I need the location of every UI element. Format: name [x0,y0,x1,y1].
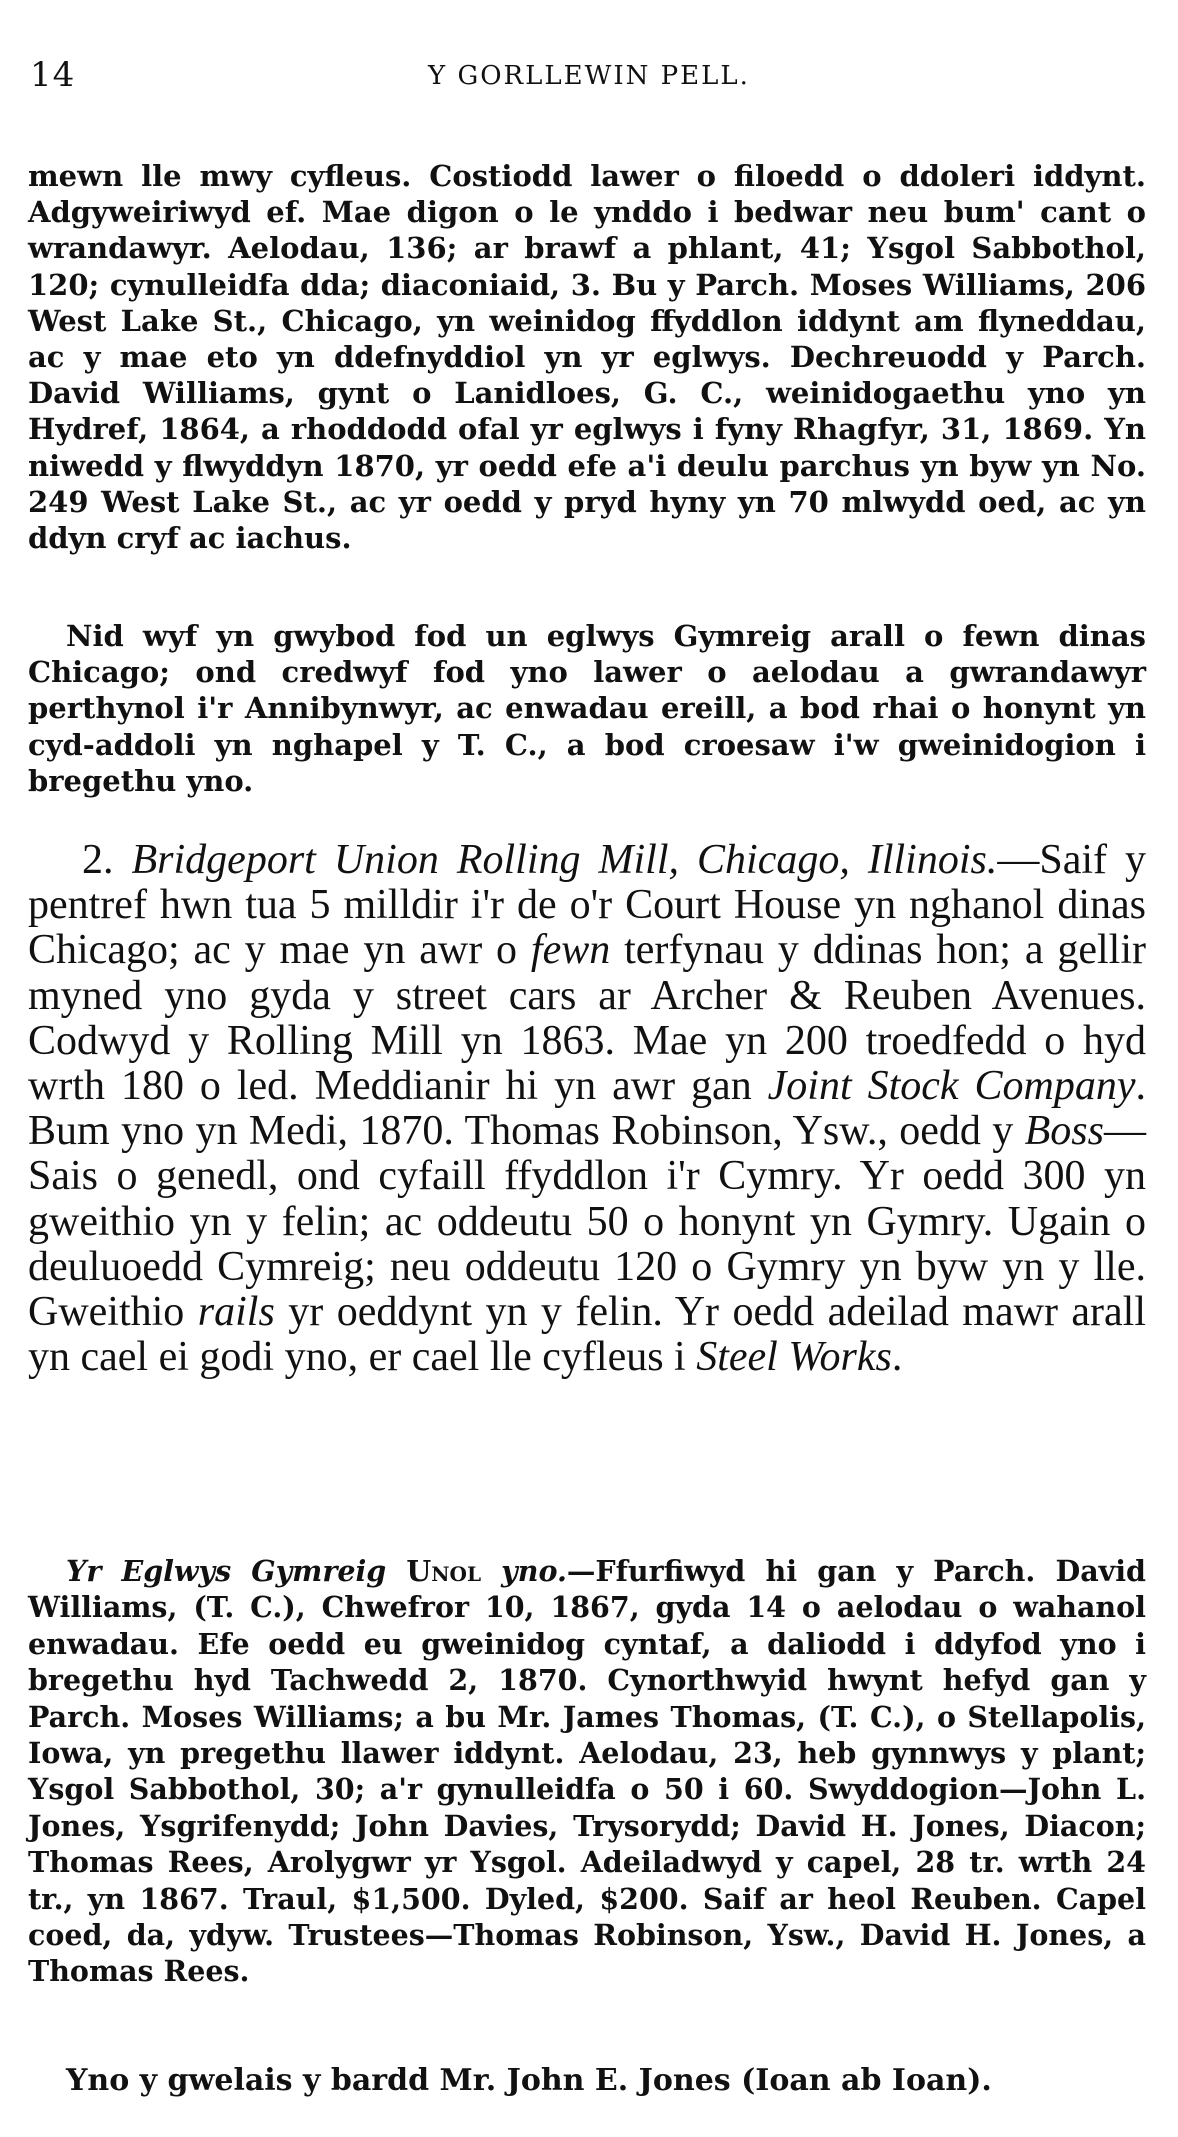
section-bridgeport [28,838,1146,1380]
running-head [28,55,1150,105]
section-paragraph [28,838,1146,1380]
book-page [28,0,1150,2137]
church-paragraph [28,1553,1146,1990]
section-italic-word: rails [197,1289,275,1336]
paragraph-text: mewn lle mwy cyfleus. Costiodd lawer o filoedd o ddoleri iddynt. Adgyweiriwyd ef. Mae digon o le ynddo i bedwar neu bum' cant o wrandawyr. Aelodau, 136; ar brawf a phlant, 41; Ysgol Sabbothol, 120; cynulleidfa dda; diaconiaid, 3. Bu y Parch. Moses Williams, 206 West Lake St., Chicago, yn weinidog ffyddlon iddynt am flyneddau, ac y mae eto yn ddefnyddiol yn yr eglwys. Dechreuodd y Parch. David Williams, gynt o Lanidloes, G. C., weinidogaethu yno yn Hydref, 1864, a rhoddodd ofal yr eglwys i fyny Rhagfyr, 31, 1869. Yn niwedd y flwyddyn 1870, yr oedd efe a'i deulu parchus yn byw yn No. 249 West Lake St., ac yr oedd y pryd hyny yn 70 mlwydd oed, ac yn ddyn cryf ac iachus. [28,159,1146,556]
section-heading [82,837,997,883]
paragraph-text: Nid wyf yn gwybod fod un eglwys Gymreig arall o fewn dinas Chicago; ond credwyf fod yno lawer o aelodau a gwrandawyr perthynol i'r Annibynwyr, ac enwadau ereill, a bod rhai o honynt yn cyd-addoli yn nghapel y T. C., a bod croesaw i'w gweinidogion i bregethu yno. [28,619,1146,798]
paragraph-other-churches [28,618,1146,799]
running-title: Y GORLLEWIN PELL. [428,61,750,91]
section-number: 2. [82,837,114,883]
section-title: Bridgeport Union Rolling Mill, Chicago, Illinois. [131,837,998,883]
section-italic-word: Steel Works [696,1334,892,1381]
closing-paragraph [28,2063,1146,2099]
paragraph-church [28,1553,1146,1990]
section-italic-word: Joint Stock Company [767,1063,1136,1110]
section-text: . [891,1334,903,1381]
section-text: Saif y pentref hwn tua 5 milldir i'r de o'r Court House yn nghanol dinas Chicago; ac y mae yn awr o [28,837,1147,974]
church-text: —Ffurfiwyd hi gan y Parch. David Williams, (T. C.), Chwefror 10, 1867, gyda 14 o aelodau o wahanol enwadau. Efe oedd eu gweinidog cyntaf, a daliodd i ddyfod yno i bregethu hyd Tachwedd 2, 1870. Cynorthwyid hwynt hefyd gan y Parch. Moses Williams; a bu Mr. James Thomas, (T. C.), o Stellapolis, Iowa, yn pregethu llawer iddynt. Aelodau, 23, heb gynnwys y plant; Ysgol Sabbothol, 30; a'r gynulleidfa o 50 i 60. Swyddogion—John L. Jones, Ysgrifenydd; John Davies, Trysorydd; David H. Jones, Diacon; Thomas Rees, Arolygwr yr Ysgol. Adeiladwyd y capel, 28 tr. wrth 24 tr., yn 1867. Traul, $1,500. Dyled, $200. Saif ar heol Reuben. Capel coed, da, ydyw. Trustees—Thomas Robinson, Ysw., David H. Jones, a Thomas Rees. [28,1554,1146,1989]
section-text: yr oeddynt yn y felin. Yr oedd adeilad mawr arall yn cael ei godi yno, er cael lle cyfleus i [28,1289,1146,1381]
section-text: terfynau y ddinas hon; a gellir myned yno gyda y street cars ar Archer & Reuben Avenues. Codwyd y Rolling Mill yn 1863. Mae yn 200 troedfedd o hyd wrth 180 o led. Meddianir hi yn awr gan [28,927,1146,1110]
section-text: —Sais o genedl, ond cyfaill ffyddlon i'r Cymry. Yr oedd 300 yn gweithio yn y felin; ac oddeutu 50 o honynt yn Gymry. Ugain o deuluoedd Cymreig; neu oddeutu 120 o Gymry yn byw yn y lle. Gweithio [28,1108,1146,1336]
paragraph-continued [28,158,1146,556]
section-dash: — [997,837,1040,883]
church-title-smallcaps: Unol [406,1554,482,1588]
section-italic-word: fewn [530,927,611,974]
page-number: 14 [30,55,76,95]
church-title: Yr Eglwys Gymreig [66,1554,387,1588]
section-italic-word: Boss [1024,1108,1104,1155]
closing-text: Yno y gwelais y bardd Mr. John E. Jones (Ioan ab Ioan). [66,2063,992,2098]
church-title-end: yno. [501,1554,567,1588]
section-text: . Bum yno yn Medi, 1870. Thomas Robinson, Ysw., oedd y [28,1063,1146,1155]
